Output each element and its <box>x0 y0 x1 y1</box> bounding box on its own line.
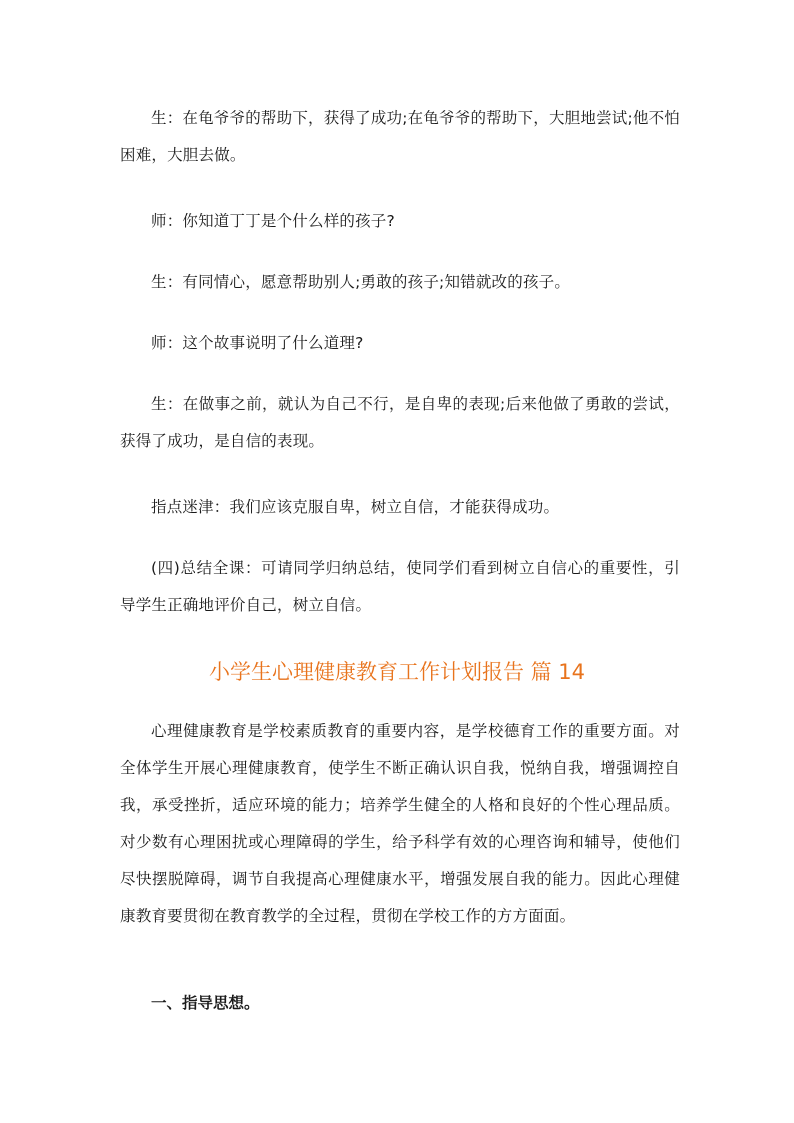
subheading: 一、指导思想。 <box>151 994 260 1012</box>
section-title: 小学生心理健康教育工作计划报告 篇 14 <box>208 660 586 684</box>
intro-paragraph: 心理健康教育是学校素质教育的重要内容，是学校德育工作的重要方面。对全体学生开展心理健康教育，使学生不断正确认识自我，悦纳自我，增强调控自我，承受挫折，适应环境的能力；培养学生健全的人格和良好的个性心理品质。对少数有心理困扰或心理障碍的学生，给予科学有效的心理咨询和辅导，使他们尽快摆脱障碍，调节自我提高心理健康水平，增强发展自我的能力。因此心理健康教育要贯彻在教育教学的全过程，贯彻在学校工作的方方面面。 <box>120 722 680 925</box>
dialogue-paragraph: 指点迷津：我们应该克服自卑，树立自信，才能获得成功。 <box>151 498 560 516</box>
dialogue-paragraph: 师：你知道丁丁是个什么样的孩子? <box>151 212 395 230</box>
dialogue-paragraph: 师：这个故事说明了什么道理? <box>151 334 364 352</box>
dialogue-paragraph: 生：在龟爷爷的帮助下，获得了成功;在龟爷爷的帮助下，大胆地尝试;他不怕困难，大胆去做。 <box>120 109 680 164</box>
dialogue-paragraph: 生：有同情心，愿意帮助别人;勇敢的孩子;知错就改的孩子。 <box>151 273 571 291</box>
summary-paragraph: (四)总结全课：可请同学归纳总结，使同学们看到树立自信心的重要性，引导学生正确地评价自己，树立自信。 <box>120 559 680 614</box>
dialogue-paragraph: 生：在做事之前，就认为自己不行，是自卑的表现;后来他做了勇敢的尝试，获得了成功，是自信的表现。 <box>120 395 680 450</box>
